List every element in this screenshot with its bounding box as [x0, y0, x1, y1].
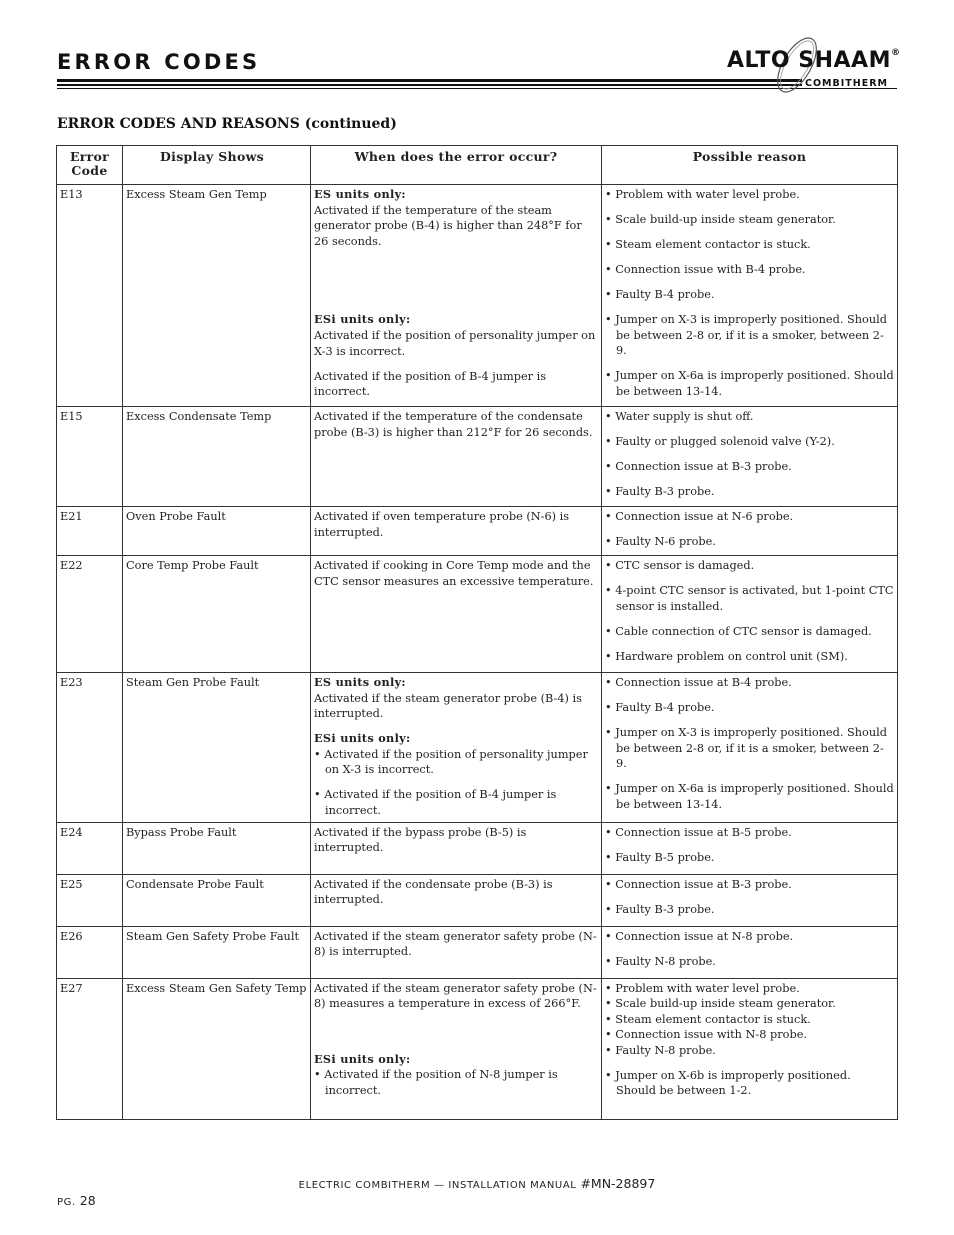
- page-title: ERROR CODES: [57, 50, 261, 74]
- reason-item: • Faulty B-4 probe.: [605, 287, 715, 301]
- section-heading: ERROR CODES AND REASONS (continued): [57, 116, 397, 132]
- header-rule-mid: [57, 84, 802, 86]
- possible-reasons: [602, 874, 898, 926]
- possible-reasons: [602, 926, 898, 978]
- reason-item: • Jumper on X-3 is improperly positioned. Should be between 2-8 or, if it is a smoker, between 2-9.: [605, 312, 887, 358]
- reason-item: • Problem with water level probe.: [605, 188, 800, 201]
- reason-item: • CTC sensor is damaged.: [605, 559, 755, 572]
- error-code: E27: [57, 978, 123, 1119]
- column-header-display: Display Shows: [123, 146, 311, 185]
- column-header-when: When does the error occur?: [311, 146, 602, 185]
- page-number-value: 28: [79, 1193, 96, 1208]
- table-row: [57, 926, 898, 978]
- reason-item: • 4-point CTC sensor is activated, but 1-point CTC sensor is installed.: [605, 583, 894, 613]
- es-units-label: ES units only:: [314, 675, 406, 689]
- possible-reasons: [602, 556, 898, 673]
- footer-manual-number: #MN-28897: [580, 1176, 656, 1191]
- when-bullet: • Activated if the position of N-8 jumper is incorrect.: [314, 1068, 558, 1097]
- reason-item: • Cable connection of CTC sensor is damaged.: [605, 624, 872, 638]
- when-occurs: Activated if the temperature of the condensate probe (B-3) is higher than 212°F for 26 seconds.: [311, 407, 602, 507]
- reason-item: • Scale build-up inside steam generator.: [605, 997, 836, 1011]
- reason-item: • Hardware problem on control unit (SM).: [605, 649, 848, 663]
- table-row: [57, 874, 898, 926]
- display-shows: Excess Steam Gen Temp: [123, 185, 311, 407]
- table-row: [57, 407, 898, 507]
- when-text: Activated if the steam generator safety probe (N-8) measures a temperature in excess of 266°F.: [314, 981, 597, 1011]
- brand-subtitle: COMBITHERM: [805, 78, 888, 89]
- possible-reasons: [602, 673, 898, 823]
- reason-item: • Faulty B-3 probe.: [605, 484, 715, 498]
- when-occurs: [311, 673, 602, 823]
- error-code: E15: [57, 407, 123, 507]
- possible-reasons: [602, 407, 898, 507]
- table-row: [57, 673, 898, 823]
- when-occurs: Activated if the condensate probe (B-3) is interrupted.: [311, 874, 602, 926]
- esi-units-label: ESi units only:: [314, 1051, 411, 1066]
- error-code: E22: [57, 556, 123, 673]
- reason-item: • Jumper on X-6a is improperly positioned. Should be between 13-14.: [605, 369, 894, 398]
- reason-item: • Faulty or plugged solenoid valve (Y-2).: [605, 434, 835, 448]
- es-units-label: ES units only:: [314, 187, 406, 201]
- when-occurs: [311, 978, 602, 1119]
- reason-item: • Problem with water level probe.: [605, 981, 800, 995]
- error-code: E24: [57, 822, 123, 874]
- when-occurs: Activated if cooking in Core Temp mode and the CTC sensor measures an excessive temperature.: [311, 556, 602, 673]
- possible-reasons: [602, 822, 898, 874]
- possible-reasons: [602, 185, 898, 407]
- display-shows: Excess Steam Gen Safety Temp: [123, 978, 311, 1119]
- page-number: [57, 1193, 96, 1208]
- error-code: E23: [57, 673, 123, 823]
- reason-item: • Jumper on X-6a is improperly positioned. Should be between 13-14.: [605, 782, 894, 811]
- reason-item: • Steam element contactor is stuck.: [605, 1012, 811, 1026]
- footer-manual-label: ELECTRIC COMBITHERM — INSTALLATION MANUAL: [298, 1180, 577, 1191]
- table-header-row: [57, 146, 898, 185]
- when-occurs: [311, 185, 602, 407]
- reason-item: • Water supply is shut off.: [605, 410, 754, 423]
- when-occurs: Activated if the bypass probe (B-5) is interrupted.: [311, 822, 602, 874]
- error-code: E21: [57, 507, 123, 556]
- reason-item: • Connection issue at B-3 probe.: [605, 877, 792, 891]
- esi-units-label: ESi units only:: [314, 312, 411, 327]
- reason-item: • Connection issue at N-8 probe.: [605, 929, 794, 943]
- esi-units-label: ESi units only:: [314, 731, 411, 746]
- when-text: Activated if the steam generator probe (B-4) is interrupted.: [314, 691, 582, 721]
- brand-name: ALTO SHAAM®: [727, 48, 901, 73]
- reason-item: • Connection issue at B-3 probe.: [605, 459, 792, 473]
- reason-item: • Faulty B-4 probe.: [605, 700, 715, 714]
- reason-item: • Faulty B-5 probe.: [605, 850, 715, 864]
- display-shows: Excess Condensate Temp: [123, 407, 311, 507]
- when-text: Activated if the position of personality jumper on X-3 is incorrect.: [314, 328, 596, 358]
- display-shows: Steam Gen Probe Fault: [123, 673, 311, 823]
- header-rule-thick: [57, 79, 802, 82]
- table-row: [57, 978, 898, 1119]
- reason-item: • Faulty N-6 probe.: [605, 534, 716, 548]
- reason-item: • Jumper on X-3 is improperly positioned. Should be between 2-8 or, if it is a smoker, between 2-9.: [605, 725, 887, 771]
- reason-item: • Connection issue at B-5 probe.: [605, 825, 792, 839]
- when-text: Activated if the temperature of the steam generator probe (B-4) is higher than 248°F for 26 seconds.: [314, 203, 582, 248]
- when-occurs: Activated if the steam generator safety probe (N-8) is interrupted.: [311, 926, 602, 978]
- reason-item: • Faulty N-8 probe.: [605, 1043, 716, 1057]
- display-shows: Steam Gen Safety Probe Fault: [123, 926, 311, 978]
- reason-item: • Jumper on X-6b is improperly positioned. Should be between 1-2.: [605, 1068, 851, 1098]
- column-header-code: Error Code: [57, 146, 123, 185]
- error-codes-table: [56, 145, 898, 1120]
- reason-item: • Steam element contactor is stuck.: [605, 237, 811, 251]
- table-row: [57, 185, 898, 407]
- when-bullet: • Activated if the position of personality jumper on X-3 is incorrect.: [314, 747, 588, 777]
- reason-item: • Connection issue at B-4 probe.: [605, 676, 792, 689]
- reason-item: • Connection issue with B-4 probe.: [605, 262, 806, 276]
- reason-item: • Scale build-up inside steam generator.: [605, 212, 836, 226]
- error-code: E13: [57, 185, 123, 407]
- page-number-label: PG.: [57, 1197, 76, 1208]
- table-row: [57, 507, 898, 556]
- error-code: E26: [57, 926, 123, 978]
- table-row: [57, 822, 898, 874]
- display-shows: Bypass Probe Fault: [123, 822, 311, 874]
- possible-reasons: [602, 978, 898, 1119]
- footer-manual: [0, 1176, 954, 1191]
- column-header-reason: Possible reason: [602, 146, 898, 185]
- possible-reasons: [602, 507, 898, 556]
- table-row: [57, 556, 898, 673]
- display-shows: Core Temp Probe Fault: [123, 556, 311, 673]
- display-shows: Oven Probe Fault: [123, 507, 311, 556]
- reason-item: • Connection issue at N-6 probe.: [605, 510, 794, 523]
- reason-item: • Faulty B-3 probe.: [605, 902, 715, 916]
- brand-logo: [727, 30, 907, 100]
- when-text: Activated if the position of B-4 jumper is incorrect.: [314, 369, 547, 399]
- reason-item: • Connection issue with N-8 probe.: [605, 1028, 807, 1042]
- when-occurs: Activated if oven temperature probe (N-6) is interrupted.: [311, 507, 602, 556]
- display-shows: Condensate Probe Fault: [123, 874, 311, 926]
- when-bullet: • Activated if the position of B-4 jumper is incorrect.: [314, 788, 557, 817]
- reason-item: • Faulty N-8 probe.: [605, 954, 716, 968]
- error-code: E25: [57, 874, 123, 926]
